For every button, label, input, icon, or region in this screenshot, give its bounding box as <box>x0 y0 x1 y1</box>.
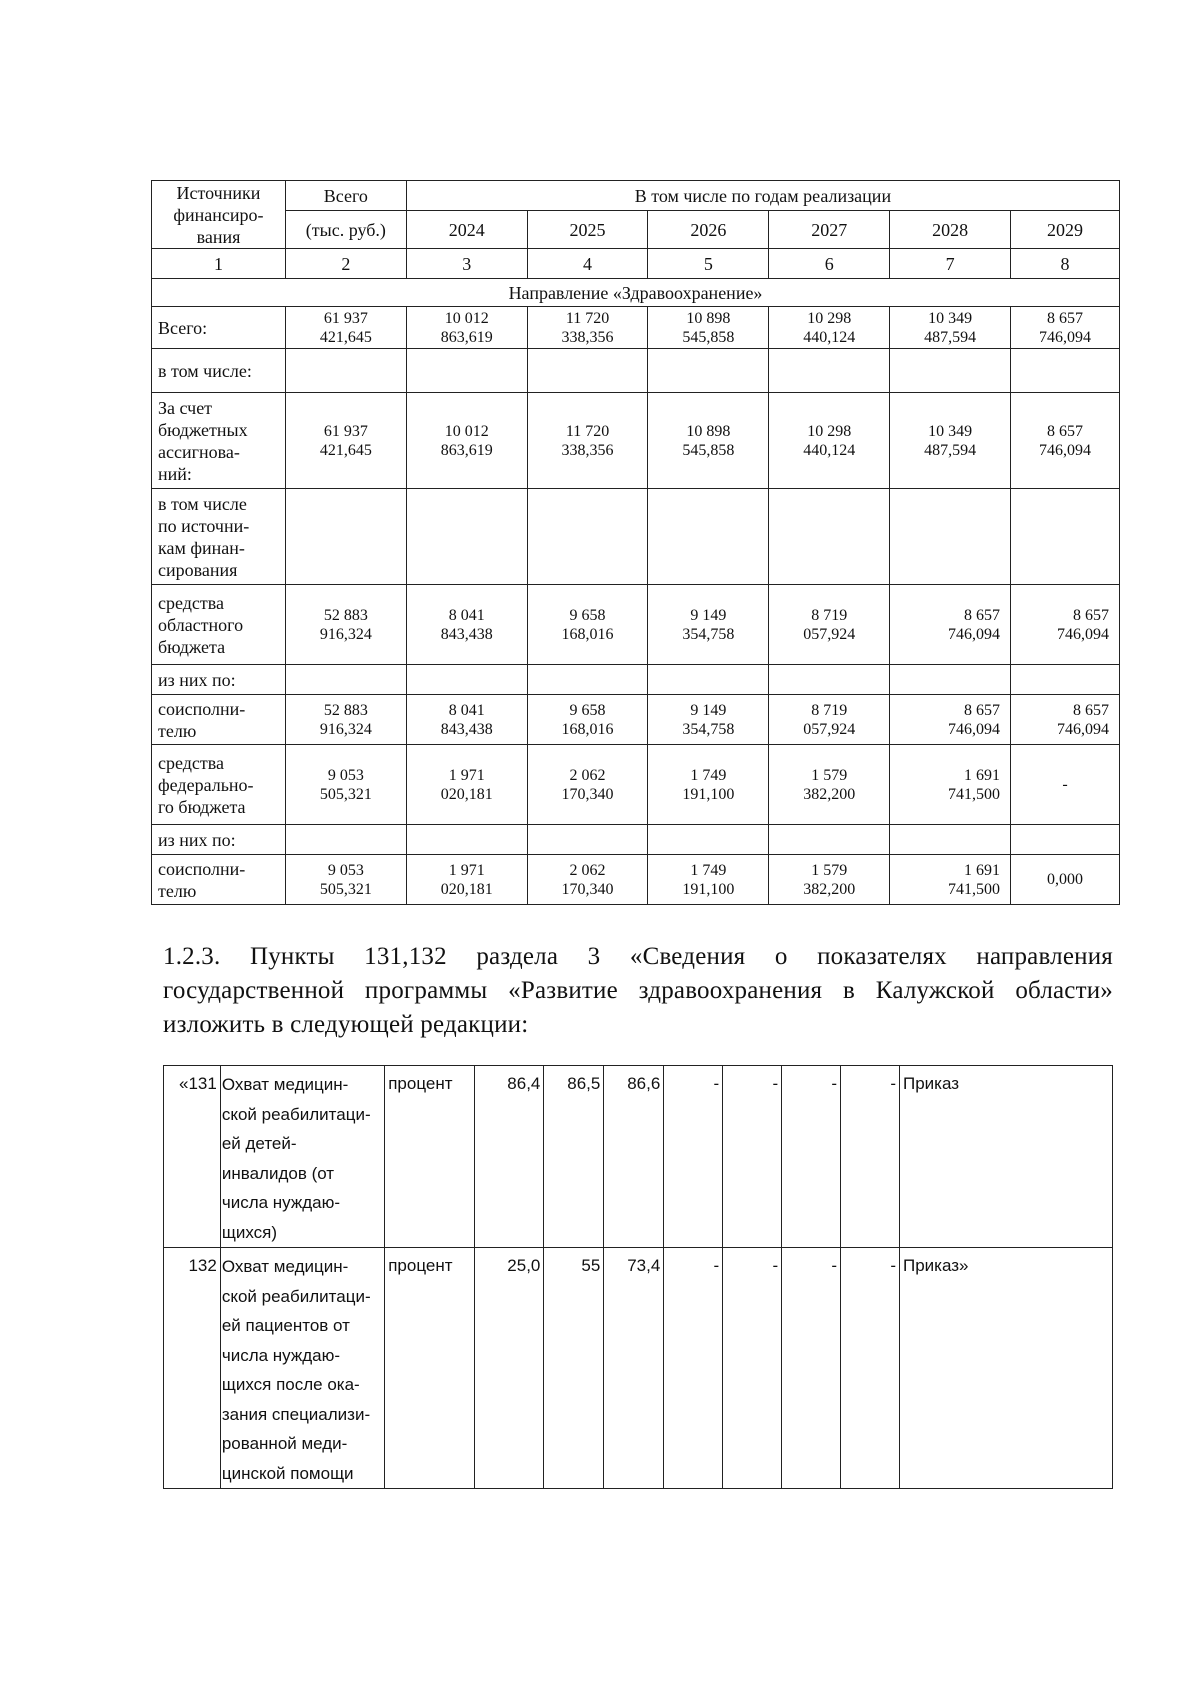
amount-cell: 9 053 505,321 <box>285 855 406 905</box>
amount-cell: 9 053 505,321 <box>285 745 406 825</box>
col-number: 6 <box>769 249 890 279</box>
amount-cell: 10 012 863,619 <box>406 393 527 489</box>
row-label: За счет бюджетных ассигнова- ний: <box>152 393 286 489</box>
amount-cell: 61 937 421,645 <box>285 393 406 489</box>
indicator-name: Охват медицин- ской реабилитаци- ей детей- инвалидов (от числа нуждаю- щихся) <box>220 1066 384 1248</box>
indicators-table <box>163 1065 1113 1489</box>
col-number: 8 <box>1010 249 1119 279</box>
amount-cell <box>890 349 1011 393</box>
indicator-document: Приказ» <box>899 1248 1112 1489</box>
amount-cell: 8 657 746,094 <box>1010 585 1119 665</box>
section-title: Направление «Здравоохранение» <box>152 279 1120 307</box>
financing-table <box>151 180 1120 905</box>
amount-cell: 52 883 916,324 <box>285 585 406 665</box>
amount-cell <box>527 489 648 585</box>
amount-cell: 1 579 382,200 <box>769 855 890 905</box>
indicator-value: - <box>782 1248 841 1489</box>
amount-cell: 10 349 487,594 <box>890 393 1011 489</box>
amount-cell: 8 041 843,438 <box>406 585 527 665</box>
indicator-name: Охват медицин- ской реабилитаци- ей пациентов от числа нуждаю- щихся после ока- зания специализи- рованной меди- цинской помощи <box>220 1248 384 1489</box>
amount-cell: 9 658 168,016 <box>527 585 648 665</box>
row-label: средства федерально- го бюджета <box>152 745 286 825</box>
amount-cell: 1 579 382,200 <box>769 745 890 825</box>
amount-cell <box>406 665 527 695</box>
amount-cell: 10 298 440,124 <box>769 393 890 489</box>
amount-cell <box>769 665 890 695</box>
indicator-number: «131 <box>164 1066 221 1248</box>
indicator-rows <box>164 1066 1113 1489</box>
col-number: 3 <box>406 249 527 279</box>
row-label: соисполни- телю <box>152 695 286 745</box>
table-row <box>152 825 1120 855</box>
amount-cell: 10 349 487,594 <box>890 307 1011 349</box>
amount-cell <box>1010 665 1119 695</box>
amount-cell <box>527 349 648 393</box>
col-number: 5 <box>648 249 769 279</box>
amount-cell: 1 749 191,100 <box>648 855 769 905</box>
indicator-value: - <box>723 1248 782 1489</box>
amount-cell: 1 971 020,181 <box>406 855 527 905</box>
header-year: 2028 <box>890 211 1011 249</box>
indicator-value: - <box>841 1248 900 1489</box>
amount-cell <box>648 665 769 695</box>
indicator-value: 55 <box>544 1248 604 1489</box>
table-row <box>152 349 1120 393</box>
amount-cell: 2 062 170,340 <box>527 855 648 905</box>
indicator-value: - <box>782 1066 841 1248</box>
amount-cell: 10 898 545,858 <box>648 393 769 489</box>
amount-cell: 1 971 020,181 <box>406 745 527 825</box>
header-years-group: В том числе по годам реализации <box>406 181 1119 211</box>
amount-cell <box>406 349 527 393</box>
amount-cell <box>648 489 769 585</box>
amount-cell <box>527 665 648 695</box>
indicator-value: - <box>723 1066 782 1248</box>
col-number: 7 <box>890 249 1011 279</box>
indicator-value: - <box>664 1248 723 1489</box>
header-source: Источники финансиро- вания <box>152 181 286 249</box>
table-row <box>152 585 1120 665</box>
amount-cell <box>1010 489 1119 585</box>
row-label: соисполни- телю <box>152 855 286 905</box>
indicator-value: - <box>841 1066 900 1248</box>
amount-cell <box>285 349 406 393</box>
table-row <box>152 855 1120 905</box>
amount-cell <box>648 825 769 855</box>
amount-cell <box>285 825 406 855</box>
amount-cell: 8 657 746,094 <box>1010 695 1119 745</box>
table-row <box>152 489 1120 585</box>
amount-cell <box>1010 349 1119 393</box>
indicator-row <box>164 1248 1113 1489</box>
financing-rows <box>152 307 1120 905</box>
row-label: из них по: <box>152 825 286 855</box>
amount-cell <box>890 489 1011 585</box>
col-number: 1 <box>152 249 286 279</box>
table-row <box>152 695 1120 745</box>
indicator-document: Приказ <box>899 1066 1112 1248</box>
amount-cell: 10 298 440,124 <box>769 307 890 349</box>
header-year: 2029 <box>1010 211 1119 249</box>
amount-cell <box>890 825 1011 855</box>
row-label: средства областного бюджета <box>152 585 286 665</box>
amount-cell <box>527 825 648 855</box>
amount-cell: 11 720 338,356 <box>527 393 648 489</box>
amount-cell: 8 719 057,924 <box>769 585 890 665</box>
row-label: из них по: <box>152 665 286 695</box>
amount-cell: 10 012 863,619 <box>406 307 527 349</box>
amount-cell <box>769 349 890 393</box>
indicator-value: 86,6 <box>604 1066 664 1248</box>
header-year: 2026 <box>648 211 769 249</box>
amount-cell <box>769 825 890 855</box>
indicator-value: 25,0 <box>475 1248 544 1489</box>
amount-cell <box>406 825 527 855</box>
table-row <box>152 665 1120 695</box>
amendment-paragraph: 1.2.3. Пункты 131,132 раздела 3 «Сведения о показателях направления государственной программы «Развитие здравоохранения в Калужской области» изложить в следующей редакции: <box>163 943 1113 1038</box>
table-row <box>152 307 1120 349</box>
amount-cell <box>1010 825 1119 855</box>
col-number: 2 <box>285 249 406 279</box>
amount-cell: 8 657 746,094 <box>1010 393 1119 489</box>
header-total: Всего <box>285 181 406 211</box>
indicator-value: - <box>664 1066 723 1248</box>
row-label: Всего: <box>152 307 286 349</box>
row-label: в том числе: <box>152 349 286 393</box>
amount-cell: 8 657 746,094 <box>890 695 1011 745</box>
amount-cell <box>406 489 527 585</box>
amount-cell: 11 720 338,356 <box>527 307 648 349</box>
amount-cell <box>285 489 406 585</box>
indicator-value: 86,4 <box>475 1066 544 1248</box>
header-year: 2024 <box>406 211 527 249</box>
col-number: 4 <box>527 249 648 279</box>
header-year: 2025 <box>527 211 648 249</box>
amount-cell <box>648 349 769 393</box>
indicator-row <box>164 1066 1113 1248</box>
row-label: в том числе по источни- кам финан- сирования <box>152 489 286 585</box>
amount-cell: 9 149 354,758 <box>648 695 769 745</box>
amount-cell <box>890 665 1011 695</box>
amount-cell: 0,000 <box>1010 855 1119 905</box>
amount-cell: 8 719 057,924 <box>769 695 890 745</box>
indicator-number: 132 <box>164 1248 221 1489</box>
amount-cell: 61 937 421,645 <box>285 307 406 349</box>
amount-cell: 52 883 916,324 <box>285 695 406 745</box>
amount-cell: 10 898 545,858 <box>648 307 769 349</box>
amount-cell <box>769 489 890 585</box>
indicator-value: 86,5 <box>544 1066 604 1248</box>
indicator-unit: процент <box>385 1248 475 1489</box>
amount-cell: 9 658 168,016 <box>527 695 648 745</box>
amount-cell: 9 149 354,758 <box>648 585 769 665</box>
header-total-unit: (тыс. руб.) <box>285 211 406 249</box>
indicator-unit: процент <box>385 1066 475 1248</box>
table-row <box>152 745 1120 825</box>
amount-cell: - <box>1010 745 1119 825</box>
amount-cell: 2 062 170,340 <box>527 745 648 825</box>
amount-cell: 8 041 843,438 <box>406 695 527 745</box>
amount-cell: 1 749 191,100 <box>648 745 769 825</box>
amount-cell: 8 657 746,094 <box>1010 307 1119 349</box>
amount-cell: 1 691 741,500 <box>890 855 1011 905</box>
table-row <box>152 393 1120 489</box>
amount-cell <box>285 665 406 695</box>
header-year: 2027 <box>769 211 890 249</box>
indicator-value: 73,4 <box>604 1248 664 1489</box>
amount-cell: 1 691 741,500 <box>890 745 1011 825</box>
amount-cell: 8 657 746,094 <box>890 585 1011 665</box>
